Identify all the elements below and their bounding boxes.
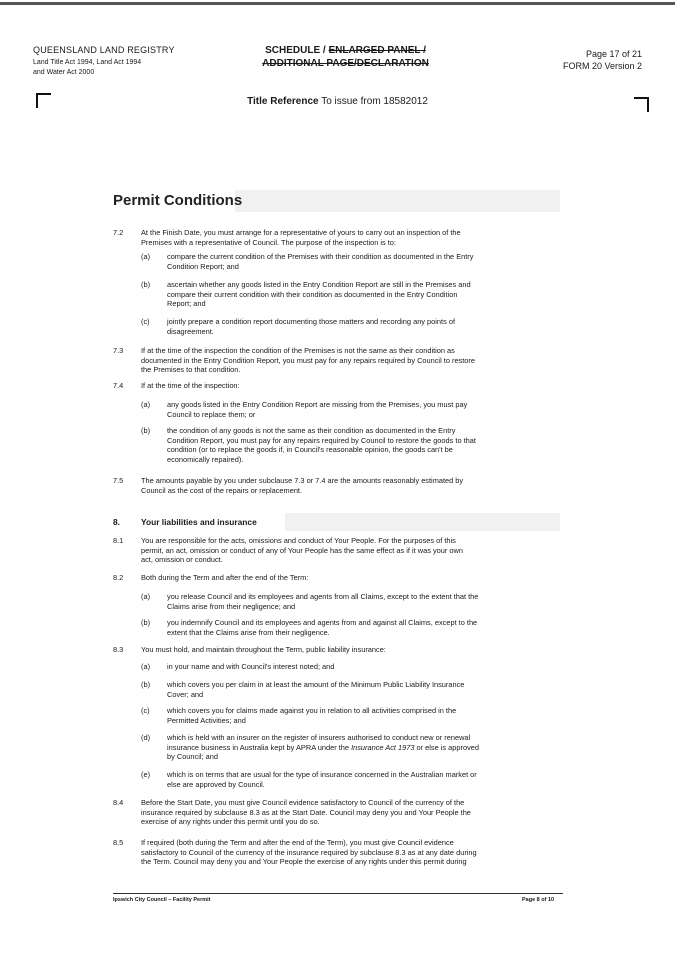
- text-line: Claims arise from their negligence; and: [167, 601, 296, 611]
- registry-name: QUEENSLAND LAND REGISTRY: [33, 45, 175, 55]
- act-title: Insurance Act 1973: [351, 742, 415, 752]
- text-line: economically repaired).: [167, 454, 244, 464]
- subclause-text: [167, 317, 455, 336]
- clause-number: 8.2: [113, 573, 124, 582]
- clause-number: 8.5: [113, 838, 124, 847]
- clause-number: 8.1: [113, 536, 124, 545]
- clause-number: 7.3: [113, 346, 124, 355]
- text-line: compare their current condition with their condition as documented in the Entry Condition: [167, 289, 458, 299]
- text-line: else are approved by Council.: [167, 779, 265, 789]
- text-line: insurance required by subclause 8.3 as at the Start Date. Council may deny you and Your People the: [141, 807, 471, 817]
- subclause-text: [167, 592, 478, 611]
- clause-7-4-text: [141, 381, 240, 391]
- text-line: disagreement.: [167, 326, 214, 336]
- subclause-label: (e): [141, 770, 151, 779]
- text-line: compare the current condition of the Premises with their condition as documented in the Entry: [167, 252, 474, 261]
- subclause-label: (c): [141, 317, 150, 326]
- clause-7-3-text: [141, 346, 475, 375]
- page-info: [563, 48, 642, 72]
- text-line: which is held with an insurer on the register of insurers authorised to conduct new or renewal: [167, 733, 471, 742]
- text-line: ascertain whether any goods listed in the Entry Condition Report are still in the Premises and: [167, 280, 471, 289]
- text-line: You must hold, and maintain throughout the Term, public liability insurance:: [141, 645, 386, 654]
- text-line: Report; and: [167, 299, 206, 309]
- text-line: exercise of any rights under this permit until you do so.: [141, 817, 320, 827]
- text-line: you indemnify Council and its employees and agents from and against all Claims, except to the: [167, 618, 478, 627]
- subclause-text: [167, 618, 477, 637]
- text-line: documented in the Entry Condition Report, you must pay for any repairs required by Council to restore: [141, 355, 475, 365]
- subclause-text: [167, 770, 477, 789]
- form-version: FORM 20 Version 2: [562, 61, 642, 71]
- text-line: you release Council and its employees and agents from all Claims, except to the extent that the: [167, 592, 479, 601]
- clause-7-2-text: [141, 228, 461, 247]
- text-line: Both during the Term and after the end of the Term:: [141, 573, 309, 582]
- clause-8-3-text: [141, 645, 386, 655]
- text-line: satisfactory to Council of the currency of the insurance required by subclause 8.3 as at any date during: [141, 847, 477, 857]
- text-line: the condition of any goods is not the same as their condition as documented in the Entry: [167, 426, 456, 435]
- subclause-label: (c): [141, 706, 150, 715]
- subclause-label: (b): [141, 618, 151, 627]
- schedule-label: SCHEDULE /: [265, 45, 329, 56]
- subclause-label: (a): [141, 252, 151, 261]
- section-heading: Your liabilities and insurance: [141, 517, 257, 527]
- clause-number: 8.4: [113, 798, 124, 807]
- clause-7-5-text: [141, 476, 463, 495]
- subclause-label: (a): [141, 592, 151, 601]
- clause-number: 7.5: [113, 476, 124, 485]
- subclause-label: (b): [141, 426, 151, 435]
- text-line: the Term. Council may deny you and Your People the exercise of any rights under this permit during: [141, 857, 467, 867]
- subclause-text: [167, 252, 473, 271]
- subclause-label: (a): [141, 400, 151, 409]
- text-line: Condition Report; and: [167, 261, 239, 271]
- text-line: any goods listed in the Entry Condition Report are missing from the Premises, you must pay: [167, 400, 468, 409]
- subclause-text: [167, 280, 471, 309]
- text-fragment: or else is approved: [414, 742, 479, 752]
- text-line: which is on terms that are usual for the type of insurance concerned in the Australian market or: [167, 770, 477, 779]
- title-reference: [0, 96, 675, 107]
- page-number: Page 17 of 21: [585, 49, 642, 59]
- clause-8-5-text: [141, 838, 477, 867]
- additional-page-struck-text: ADDITIONAL PAGE/DECLARATION: [262, 58, 429, 69]
- subclause-text: [167, 662, 334, 672]
- heading-shading: [285, 513, 560, 531]
- title-reference-label: Title Reference: [247, 96, 319, 107]
- subclause-text: [167, 400, 467, 419]
- subclause-label: (b): [141, 280, 151, 289]
- text-line: Permitted Activities; and: [167, 715, 246, 725]
- acts-line: Land Title Act 1994, Land Act 1994: [33, 59, 142, 66]
- text-line: Premises with a representative of Council. The purpose of the inspection is to:: [141, 237, 396, 247]
- acts-text: [33, 58, 233, 77]
- text-line: Council as the cost of the repairs or replacement.: [141, 485, 303, 495]
- text-fragment: insurance business in Australia kept by APRA under the: [167, 742, 352, 752]
- text-line: At the Finish Date, you must arrange for a representative of yours to carry out an inspection of the: [141, 228, 461, 237]
- title-reference-value: To issue from 18582012: [321, 96, 428, 107]
- registry-block: [33, 45, 233, 77]
- subclause-label: (a): [141, 662, 151, 671]
- text-line: Condition Report, you must pay for any repairs required by Council to restore the goods to that: [167, 435, 476, 445]
- footer-page-number: Page 8 of 10: [522, 897, 555, 903]
- subclause-label: (d): [141, 733, 151, 742]
- clause-8-4-text: [141, 798, 471, 827]
- schedule-struck-text: ENLARGED PANEL /: [328, 45, 426, 56]
- text-line: by Council; and: [167, 752, 218, 762]
- clause-number: 8.3: [113, 645, 124, 654]
- text-line: the Premises to that condition.: [141, 365, 241, 375]
- subclause-label: (b): [141, 680, 151, 689]
- text-line: If at the time of the inspection the condition of the Premises is not the same as their condition as: [141, 346, 455, 355]
- subclause-text: [167, 680, 464, 699]
- acts-line: and Water Act 2000: [33, 68, 95, 76]
- clause-8-2-text: [141, 573, 308, 583]
- section-number: 8.: [113, 517, 120, 527]
- text-line: permit, an act, omission or conduct of any of Your People has the same effect as if it was your own: [141, 545, 463, 555]
- text-line: Before the Start Date, you must give Council evidence satisfactory to Council of the currency of the: [141, 798, 465, 807]
- clause-8-1-text: [141, 536, 463, 565]
- text-line: jointly prepare a condition report documenting those matters and recording any points of: [167, 317, 455, 326]
- text-line: The amounts payable by you under subclause 7.3 or 7.4 are the amounts reasonably estimated by: [141, 476, 464, 485]
- section-title: Permit Conditions: [113, 192, 243, 209]
- schedule-heading: [238, 44, 453, 70]
- subclause-text: [167, 706, 456, 725]
- text-line: which covers you for claims made against you in relation to all activities comprised in the: [167, 706, 457, 715]
- text-line: If at the time of the inspection:: [141, 381, 240, 390]
- text-line: in your name and with Council's interest noted; and: [167, 662, 335, 671]
- text-line: which covers you per claim in at least the amount of the Minimum Public Liability Insurance: [167, 680, 465, 689]
- text-line: Cover; and: [167, 689, 204, 699]
- text-line: [167, 743, 479, 753]
- top-rule: [0, 2, 675, 5]
- text-line: condition (or to replace the goods if, in Council's reasonable opinion, the goods can't be: [167, 445, 453, 455]
- text-line: If required (both during the Term and after the end of the Term), you must give Council evidence: [141, 838, 454, 847]
- footer-left: Ipswich City Council – Facility Permit: [113, 897, 211, 903]
- text-line: extent that the Claims arise from their negligence.: [167, 627, 330, 637]
- heading-shading: [235, 190, 560, 212]
- footer-rule: [113, 893, 563, 894]
- text-line: act, omission or conduct.: [141, 555, 223, 565]
- text-line: You are responsible for the acts, omissions and conduct of Your People. For the purposes of this: [141, 536, 456, 545]
- subclause-text: [167, 733, 479, 762]
- text-line: Council to replace them; or: [167, 409, 256, 419]
- clause-number: 7.2: [113, 228, 124, 237]
- clause-number: 7.4: [113, 381, 124, 390]
- subclause-text: [167, 426, 476, 464]
